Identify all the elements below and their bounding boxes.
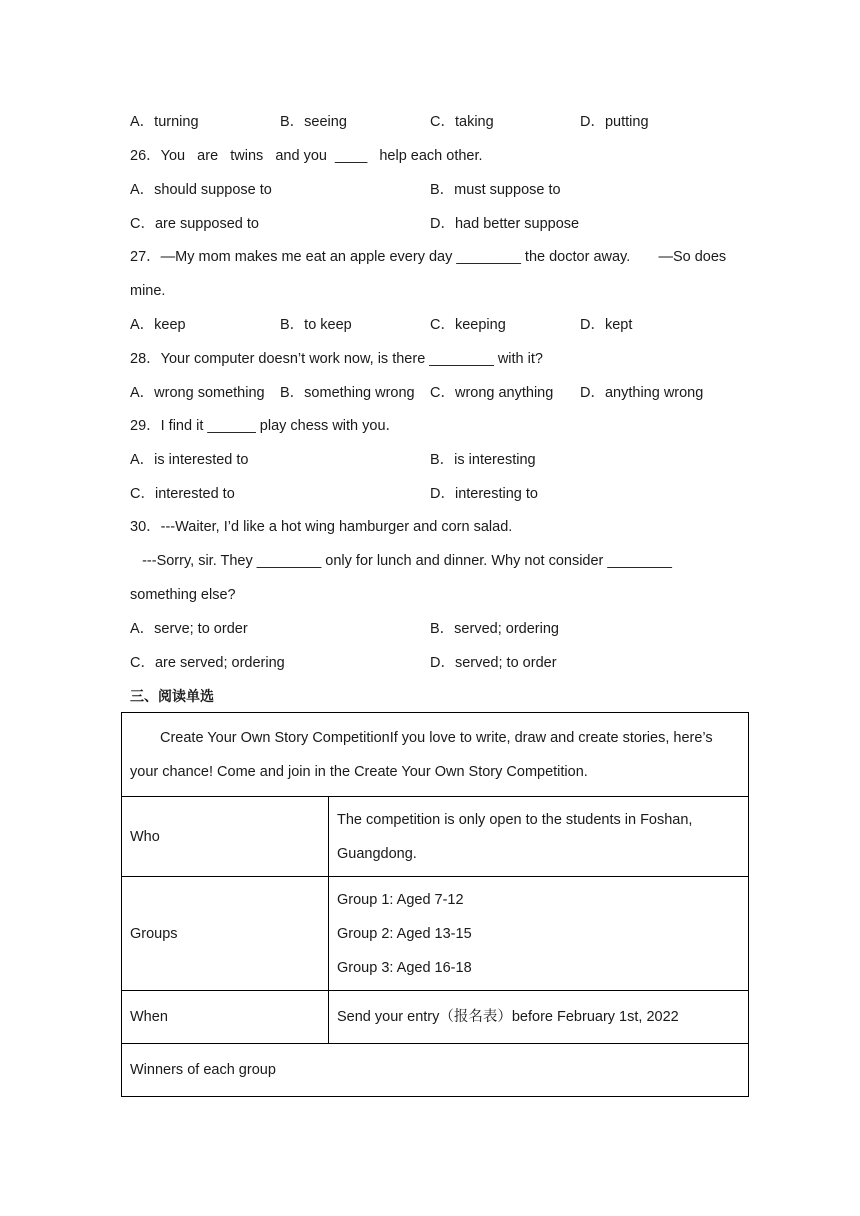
q26-option-c: C．are supposed to [130,216,259,232]
table-row [122,1044,749,1097]
row-label-when: When [122,991,329,1044]
table-row [122,797,749,877]
row-label-who: Who [122,797,329,877]
q27-option-d: D．kept [580,317,633,333]
row-value-groups [329,877,749,991]
group-line-2: Group 2: Aged 13-15 [337,925,472,942]
q26-option-a: A．should suppose to [130,182,272,198]
q29-option-a: A．is interested to [130,452,249,468]
q27-stem-cont: mine. [130,283,166,299]
q27-stem: 27．—My mom makes me eat an apple every day ________ the doctor away. —So does [130,249,727,265]
q28-option-d: D．anything wrong [580,385,704,401]
q27-option-c: C．keeping [430,317,506,333]
competition-intro: Create Your Own Story CompetitionIf you love to write, draw and create stories, here’s your chance! Come and join in the Create Your Own Story Competition. [122,713,749,797]
table-row [122,877,749,991]
table-row [122,991,749,1044]
q29-stem: 29．I find it ______ play chess with you． [130,418,401,434]
q29-option-b: B．is interesting [430,452,536,468]
who-line-2: Guangdong. [337,845,417,862]
q29-option-d: D．interesting to [430,486,538,502]
q25-option-c: C．taking [430,114,494,130]
section-title: 三、阅读单选 [130,689,214,705]
group-line-1: Group 1: Aged 7-12 [337,891,464,908]
q25-option-b: B．seeing [280,114,347,130]
q30-stem-3: something else? [130,587,236,603]
row-label-groups: Groups [122,877,329,991]
q30-option-d: D．served; to order [430,655,557,671]
q27-option-a: A．keep [130,317,186,333]
table-row [122,713,749,797]
q27-option-b: B．to keep [280,317,352,333]
q30-stem-2: ---Sorry, sir. They ________ only for lunch and dinner. Why not consider ________ [130,553,672,569]
q25-option-a: A．turning [130,114,199,130]
row-value-who [329,797,749,877]
q28-stem: 28．Your computer doesn’t work now, is there ________ with it? [130,351,543,367]
q30-option-c: C．are served; ordering [130,655,285,671]
q26-stem: 26．You are twins and you ____ help each other. [130,148,483,164]
q30-option-a: A．serve; to order [130,621,248,637]
q26-option-d: D．had better suppose [430,216,580,232]
q26-option-b: B．must suppose to [430,182,561,198]
q30-option-b: B．served; ordering [430,621,559,637]
q30-stem: 30．---Waiter, I’d like a hot wing hamburger and corn salad. [130,519,513,535]
q25-option-d: D．putting [580,114,649,130]
who-line-1: The competition is only open to the students in Foshan, [337,811,693,828]
row-value-when: Send your entry（报名表）before February 1st, 2022 [329,991,749,1044]
q28-option-c: C．wrong anything [430,385,554,401]
group-line-3: Group 3: Aged 16-18 [337,959,472,976]
q28-option-a: A．wrong something [130,385,265,401]
q28-option-b: B．something wrong [280,385,415,401]
q29-option-c: C．interested to [130,486,235,502]
competition-table [121,712,749,1097]
row-winners: Winners of each group [122,1044,749,1097]
